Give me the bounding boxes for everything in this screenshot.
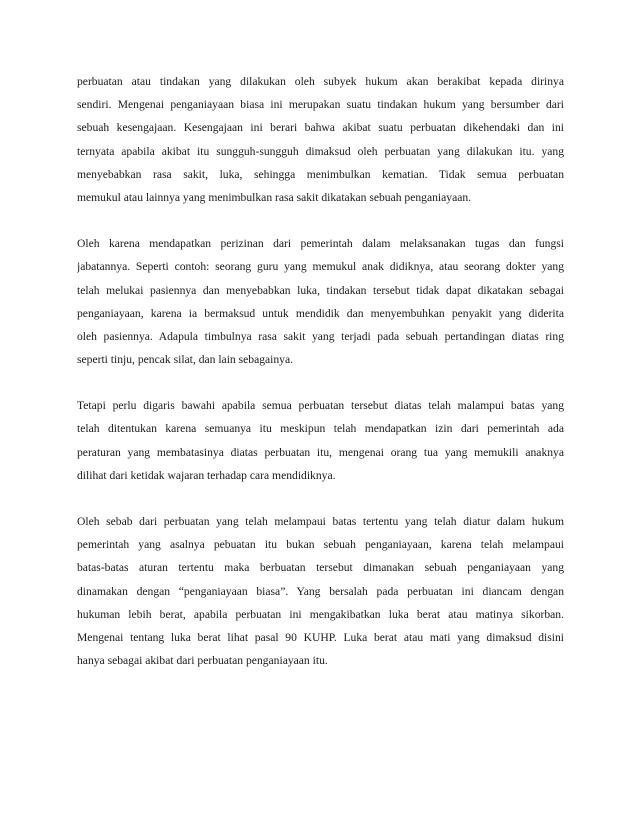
text-line: batas-batas aturan tertentu maka berbuatan tersebut dimanakan sebuah penganiayaan yang [77, 561, 564, 575]
paragraph-2 [77, 232, 564, 371]
paragraph-1 [77, 70, 564, 209]
text-line: sendiri. Mengenai penganiayaan biasa ini merupakan suatu tindakan hukum yang bersumber dari [77, 98, 564, 112]
text-line: Mengenai tentang luka berat lihat pasal 90 KUHP. Luka berat atau mati yang dimaksud disini [77, 630, 564, 644]
text-line: menyebabkan rasa sakit, luka, sehingga menimbulkan kematian. Tidak semua perbuatan [77, 167, 564, 181]
text-line: peraturan yang membatasinya diatas perbuatan itu, mengenai orang tua yang memukili anaknya [77, 445, 564, 459]
text-line: penganiayaan, karena ia bermaksud untuk mendidik dan menyembuhkan penyakit yang diderita [77, 306, 564, 320]
text-line: pemerintah yang asalnya pebuatan itu bukan sebuah penganiayaan, karena telah melampaui [77, 538, 564, 552]
text-line: telah ditentukan karena semuanya itu meskipun telah mendapatkan izin dari pemerintah ada [77, 422, 564, 436]
paragraph-3 [77, 394, 564, 487]
text-line: seperti tinju, pencak silat, dan lain sebagainya. [77, 353, 294, 367]
paragraph-4 [77, 510, 564, 672]
text-line: telah melukai pasiennya dan menyebabkan luka, tindakan tersebut tidak dapat dikatakan sebagai [77, 283, 564, 297]
text-line: Oleh sebab dari perbuatan yang telah melampaui batas tertentu yang telah diatur dalam hukum [77, 515, 564, 528]
text-line: jabatannya. Seperti contoh: seorang guru yang memukul anak didiknya, atau seorang dokter yang [77, 260, 564, 274]
text-line: sebuah kesengajaan. Kesengajaan ini berari bahwa akibat suatu perbuatan dikehendaki dan ini [77, 121, 564, 135]
text-line: perbuatan atau tindakan yang dilakukan oleh subyek hukum akan berakibat kepada dirinya [77, 75, 564, 88]
text-line: Oleh karena mendapatkan perizinan dari pemerintah dalam melaksanakan tugas dan fungsi [77, 237, 564, 251]
text-line: memukul atau lainnya yang menimbulkan rasa sakit dikatakan sebuah penganiayaan. [77, 190, 472, 204]
text-line: Tetapi perlu digaris bawahi apabila semua perbuatan tersebut diatas telah malampui batas yang [77, 399, 564, 413]
text-line: dinamakan dengan “penganiayaan biasa”. Yang bersalah pada perbuatan ini diancam dengan [77, 584, 564, 598]
text-line: oleh pasiennya. Adapula timbulnya rasa sakit yang terjadi pada sebuah pertandingan diatas ring [77, 329, 564, 343]
text-line: dilihat dari ketidak wajaran terhadap cara mendidiknya. [77, 468, 336, 482]
text-line: hukuman lebih berat, apabila perbuatan ini mengakibatkan luka berat atau matinya sikorban. [77, 607, 564, 621]
document-body [77, 70, 564, 695]
text-line: ternyata apabila akibat itu sungguh-sungguh dimaksud oleh perbuatan yang dilakukan itu. yang [77, 144, 564, 158]
text-line: hanya sebagai akibat dari perbuatan penganiayaan itu. [77, 654, 328, 668]
